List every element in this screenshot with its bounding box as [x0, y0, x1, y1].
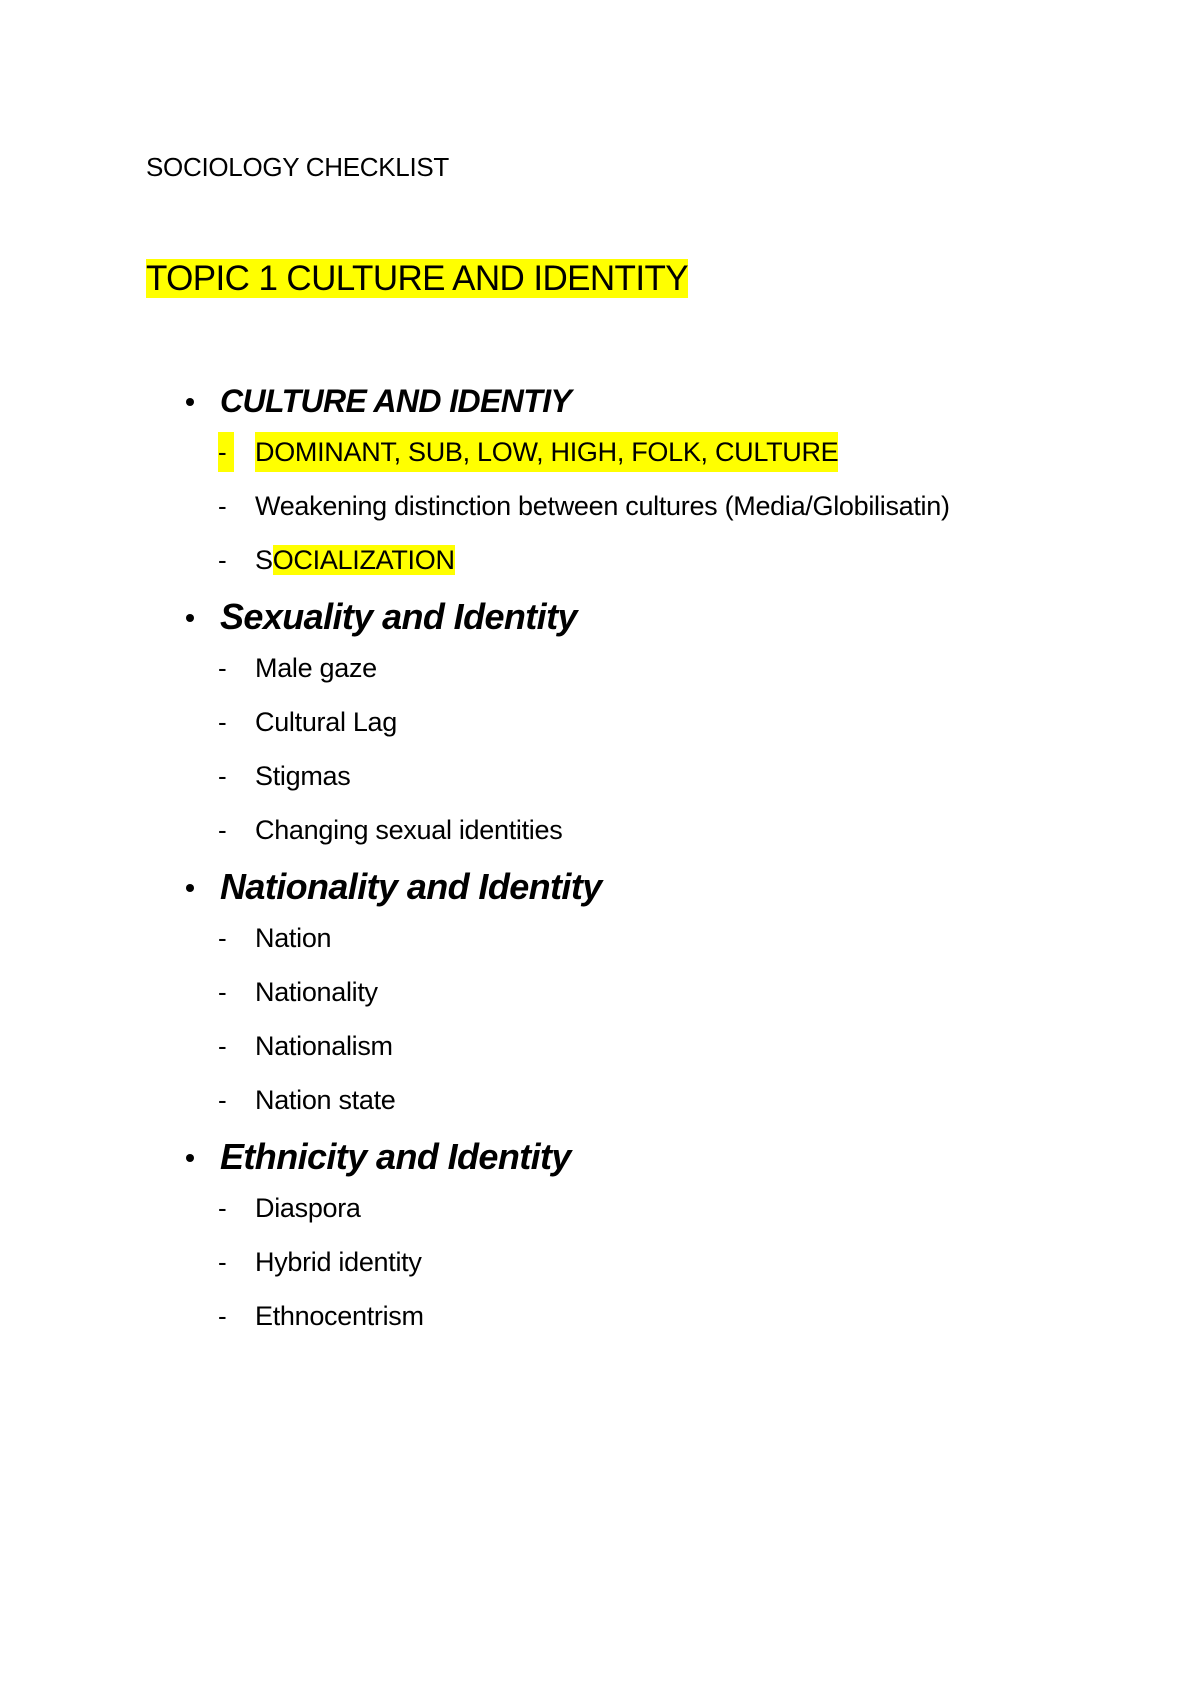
dash-icon: - [218, 1193, 227, 1223]
list-item-text: Hybrid identity [255, 1247, 422, 1277]
list-item [0, 540, 1200, 594]
topic-heading-text: TOPIC 1 CULTURE AND IDENTITY [146, 259, 688, 298]
section-culture-and-identity [0, 378, 1200, 594]
bullet-icon [186, 884, 194, 892]
section-heading [0, 378, 1200, 432]
document-title: SOCIOLOGY CHECKLIST [146, 152, 450, 182]
list-item [0, 486, 1200, 540]
dash-icon: - [218, 1031, 227, 1061]
list-item-text: Stigmas [255, 761, 351, 791]
list-item-text: Diaspora [255, 1193, 361, 1223]
list-item-text: Male gaze [255, 653, 377, 683]
section-nationality-and-identity [0, 864, 1200, 1134]
section-ethnicity-and-identity [0, 1134, 1200, 1350]
list-item [0, 1242, 1200, 1296]
section-item-list [0, 918, 1200, 1134]
list-item-text: Weakening distinction between cultures (Media/Globilisatin) [255, 491, 950, 521]
dash-icon: - [218, 1247, 227, 1277]
section-title: Sexuality and Identity [220, 596, 577, 637]
dash-icon: - [218, 545, 227, 575]
dash-icon: - [218, 923, 227, 953]
bullet-icon [186, 614, 194, 622]
list-item-text: Nation [255, 923, 332, 953]
dash-icon: - [218, 491, 227, 521]
section-title: CULTURE AND IDENTIY [220, 383, 572, 419]
list-item [0, 1296, 1200, 1350]
dash-icon: - [218, 707, 227, 737]
section-title: Nationality and Identity [220, 866, 602, 907]
list-item-text [255, 540, 455, 580]
socialization-highlight: OCIALIZATION [272, 545, 455, 575]
list-item-text: Nationality [255, 977, 378, 1007]
list-item [0, 432, 1200, 486]
list-item-text: Nation state [255, 1085, 396, 1115]
list-item [0, 702, 1200, 756]
bullet-icon [186, 1154, 194, 1162]
dash-icon: - [218, 761, 227, 791]
section-item-list [0, 1188, 1200, 1350]
dash-icon: - [218, 815, 227, 845]
list-item [0, 648, 1200, 702]
list-item [0, 1188, 1200, 1242]
section-heading [0, 864, 1200, 918]
checklist-sections [0, 378, 1200, 1350]
section-item-list [0, 432, 1200, 594]
dash-icon: - [218, 977, 227, 1007]
list-item-text: Ethnocentrism [255, 1301, 424, 1331]
dash-icon: - [218, 1301, 227, 1331]
list-item [0, 1026, 1200, 1080]
topic-heading [146, 256, 688, 302]
section-heading [0, 1134, 1200, 1188]
section-sexuality-and-identity [0, 594, 1200, 864]
list-item [0, 972, 1200, 1026]
dash-icon: - [218, 653, 227, 683]
list-item [0, 918, 1200, 972]
list-item-text: DOMINANT, SUB, LOW, HIGH, FOLK, CULTURE [255, 432, 838, 472]
section-title: Ethnicity and Identity [220, 1136, 571, 1177]
list-item-text: Cultural Lag [255, 707, 397, 737]
list-item [0, 1080, 1200, 1134]
dash-icon: - [218, 432, 234, 472]
dash-icon: - [218, 1085, 227, 1115]
bullet-icon [186, 398, 194, 406]
socialization-prefix: S [255, 545, 273, 575]
section-heading [0, 594, 1200, 648]
list-item [0, 810, 1200, 864]
section-item-list [0, 648, 1200, 864]
list-item-text: Changing sexual identities [255, 815, 563, 845]
list-item [0, 756, 1200, 810]
list-item-text: Nationalism [255, 1031, 393, 1061]
